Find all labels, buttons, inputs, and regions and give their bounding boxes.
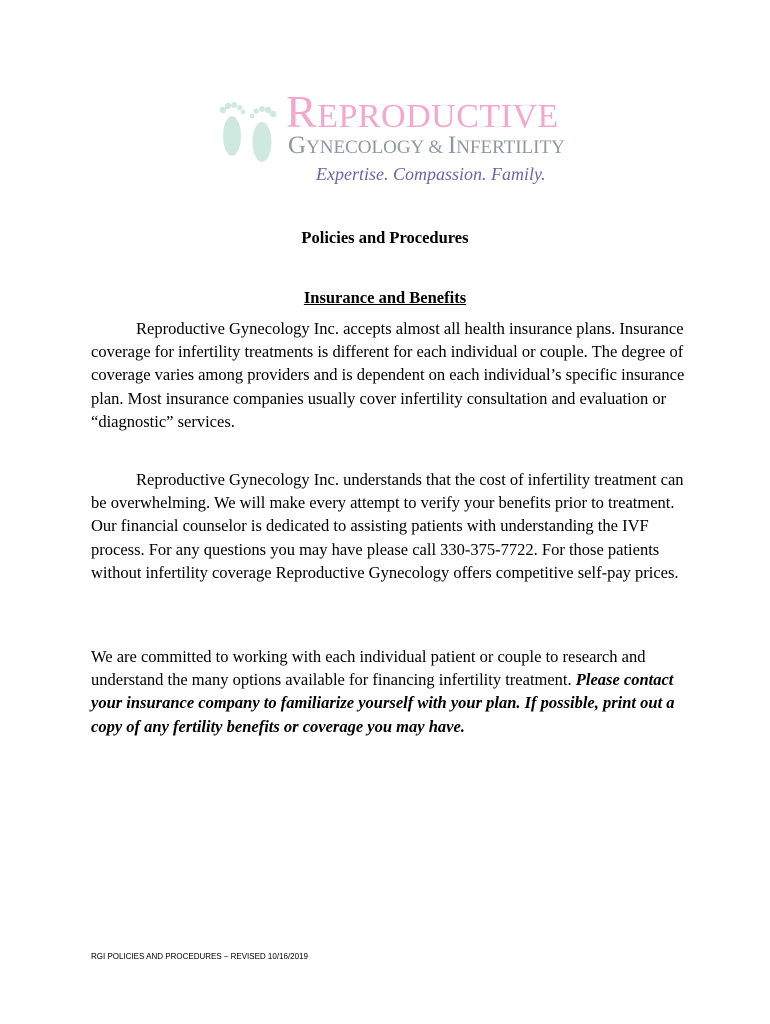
paragraph-text: We are committed to working with each individual patient or couple to research and understand the many options available for financing infertility treatment. — [91, 647, 646, 690]
logo-reproductive-text: REPRODUCTIVE — [286, 86, 559, 137]
paragraph-text: Reproductive Gynecology Inc. understands that the cost of infertility treatment can be overwhelming. We will make every attempt to verify your benefits prior to treatment. Our financial counselor is dedicated to assisting patients with understanding the IVF process. For any questions you may have please call 330-375-7722. For those patients without infertility coverage Reproductive Gynecology offers competitive self-pay prices. — [91, 470, 684, 582]
paragraph-commitment — [91, 645, 691, 738]
page-title: Policies and Procedures — [301, 228, 469, 247]
footprints-icon — [212, 98, 284, 164]
page-footer: RGI POLICIES AND PROCEDURES – REVISED 10/16/2019 — [91, 952, 308, 961]
company-logo — [208, 86, 568, 192]
paragraph-emphasis-text: Please contact your insurance company to familiarize yourself with your plan. If possible, print out a copy of any fertility benefits or coverage you may have. — [91, 670, 675, 736]
logo-gynecology-text: GYNECOLOGY & INFERTILITY — [288, 132, 565, 159]
paragraph-text: Reproductive Gynecology Inc. accepts almost all health insurance plans. Insurance coverage for infertility treatments is different for each individual or couple. The degree of coverage varies among providers and is dependent on each individual’s specific insurance plan. Most insurance companies usually cover infertility consultation and evaluation or “diagnostic” services. — [91, 319, 685, 431]
paragraph-insurance-coverage — [91, 317, 691, 433]
logo-tagline: Expertise. Compassion. Family. — [316, 164, 546, 184]
paragraph-cost-verification — [91, 468, 691, 584]
section-heading: Insurance and Benefits — [303, 288, 467, 307]
